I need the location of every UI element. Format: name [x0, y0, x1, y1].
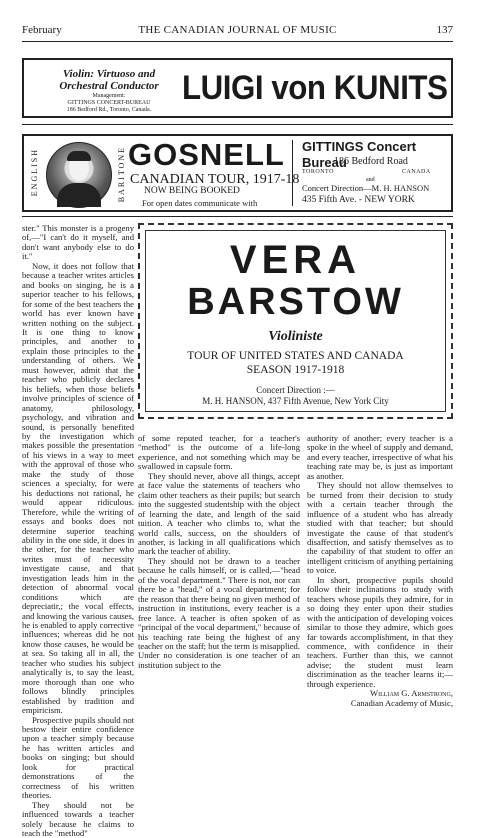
ad-gosnell-and: and [366, 177, 375, 183]
portrait-image [46, 142, 112, 208]
divider-rule [22, 124, 453, 125]
ad-kunits-title [54, 68, 164, 92]
ad-gosnell-bureau: GITTINGS Concert Bureau [302, 139, 417, 170]
ad-barstow [138, 223, 453, 419]
ad-kunits-mgmt-addr: 186 Bedford Rd., Toronto, Canada. [66, 107, 152, 113]
ad-barstow-tour [140, 349, 451, 377]
page-header [22, 24, 453, 38]
paragraph: of some reputed teacher, for a teacher's "method" is the outcome of a life-long experience, and not something which may be swallowed in capsule form. [138, 433, 300, 472]
author-signature: William G. Armstrong, [370, 688, 453, 699]
paragraph: They should not be influenced towards a teacher solely because he claims to teach the "method" [22, 799, 134, 838]
paragraph: They should never, above all things, accept at face value the statements of teachers who claim other teachers as their pupils; but search into the suggested studentship with the object of learning the date, and length of the said tuition. A teacher who climbs to, what the world calls, success, on the shoulders of another, is lacking in all qualifications which mark the teacher of ability. [138, 470, 300, 557]
paragraph: They should not be drawn to a teacher because he calls himself, or is called,—"head of the vocal department." There is not, nor can there be a "head," of a vocal department; for the reason that there being no given method of instruction in institutions, every teacher is a free lance. A teacher is often spoken of as "principal of the vocal department," because of his teaching rate being the highest of any teacher on the staff; but the term is misapplied. Under no consideration is one teacher of an institution subject to the [138, 555, 300, 670]
divider-rule-2 [22, 216, 453, 217]
ad-barstow-role: Violiniste [268, 329, 323, 344]
article-column-3 [307, 434, 453, 708]
ad-kunits-management [54, 93, 164, 114]
ad-gosnell-tour: CANADIAN TOUR, 1917-18 [130, 172, 300, 187]
ad-gosnell-city: TORONTO [302, 169, 334, 175]
header-page-number: 137 [436, 24, 453, 36]
header-rule [22, 41, 453, 42]
ad-barstow-last-name: BARSTOW [187, 281, 404, 323]
ad-gosnell-separator [292, 140, 293, 206]
ad-barstow-direction-text: M. H. HANSON, 437 Fifth Avenue, New York City [202, 396, 389, 406]
ad-gosnell-direction: Concert Direction—M. H. HANSON [302, 183, 430, 193]
ad-gosnell-english: ENGLISH [30, 148, 39, 197]
ad-gosnell [22, 134, 453, 212]
ad-kunits-mgmt-label: Management: [92, 93, 126, 99]
ad-gosnell-baritone: BARITONE [117, 146, 126, 203]
ad-gosnell-bureau-addr: 186 Bedford Road [334, 156, 408, 167]
ad-kunits-mgmt-name: GITTINGS CONCERT-BUREAU [67, 100, 151, 106]
paragraph: In short, prospective pupils should follow their inclinations to study with teachers whose pupils they admire, for in so doing they enter upon their studies with the anticipation of developing voices similar to those they admire, which goes far towards accomplishment, in that they commence, with confidence in their teachers. Further than this, we cannot advise; the student must learn discrimination as the teacher learns it;—through experience. [307, 574, 453, 689]
ad-gosnell-booking: NOW BEING BOOKED [144, 186, 240, 196]
article-column-1 [22, 224, 134, 838]
ad-barstow-tour-line1: TOUR OF UNITED STATES AND CANADA [187, 350, 404, 362]
ad-gosnell-open-dates: For open dates communicate with [142, 198, 258, 208]
ad-kunits-name: LUIGI von KUNITS [182, 69, 448, 107]
ad-barstow-direction [140, 385, 451, 407]
paragraph: They should not allow themselves to be turned from their decision to study with a certain teacher through the influence of a student who has already studied with that teacher; but should investigate the cause of that student's disaffection, and satisfy themselves as to the capability of that student to offer an intelligent criticism of anything pertaining to voice. [307, 480, 453, 576]
ad-barstow-direction-label: Concert Direction :— [256, 385, 335, 395]
article-column-2 [138, 434, 300, 670]
ad-gosnell-ny-address: 435 Fifth Ave. - NEW YORK [302, 195, 415, 205]
ad-gosnell-country: CANADA [402, 169, 431, 175]
paragraph: authority of another; every teacher is a spoke in the wheel of supply and demand, and every teacher, irrespective of what his teaching rate may be, is just as important as another. [307, 433, 453, 481]
paragraph: Prospective pupils should not bestow their entire confidence upon a teacher simply because he has written articles and books on singing; but should look for practical demonstrations of the correctness of his written theories. [22, 714, 134, 801]
ad-gosnell-name: GOSNELL [128, 137, 285, 172]
header-month: February [22, 24, 62, 36]
paragraph: Now, it does not follow that because a teacher writes articles and books on singing, he is a superior teacher to his fellows, for some of the best teachers the world has ever known have written nothing on the subject. It is one thing to know principles, and another to explain those principles to the understanding of others. We must however, admit that the teacher who publicly declares his beliefs, when those beliefs involve principles of science of anatomy, philosology, psychology, and vibration and sound, is personally benefited by the investigation which makes possible the presentation of his views in a way to meet with the approval of those who make the study of those sciences a specialty, for were his deductions not rational, he would appear ridiculous. Therefore, while the writing of essays and books does not determine superior teaching ability in the one side, it does in the other, for the teacher who writes must of necessity investigate cause, and that investigation leads him in the detection of abnormal vocal conditions which are depreciatir,; the vocal effects, and knowing the various causes, he is enabled to apply corrective influences; whereas did he not know those causes, he would be at sea. So taking all in all, the teacher who studies his subject analytically is, to say the least, more thorough than one who follows blindly principles established by tradition and empiricism. [22, 260, 134, 716]
ad-barstow-tour-line2: SEASON 1917-1918 [246, 364, 345, 376]
ad-kunits-line1: Violin: Virtuoso and [62, 68, 156, 80]
ad-kunits-line2: Orchestral Conductor [59, 80, 159, 92]
header-journal-title: THE CANADIAN JOURNAL OF MUSIC [138, 24, 337, 36]
ad-kunits [22, 58, 453, 118]
author-affiliation: Canadian Academy of Music, [350, 697, 453, 708]
ad-barstow-first-name: VERA [229, 238, 362, 282]
paragraph: ster." This monster is a progeny of,—"I can't do it myself, and don't want anybody else to do it." [22, 223, 134, 262]
